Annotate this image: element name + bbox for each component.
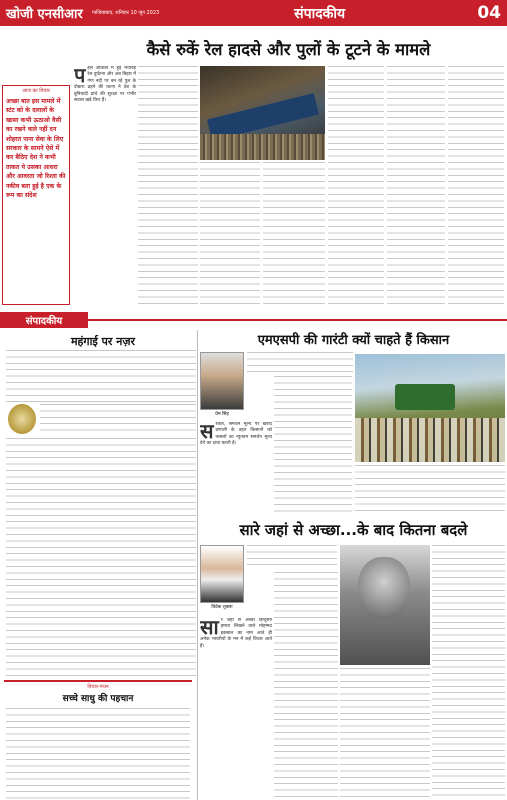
iqbal-lead: रे जहां से अच्छा हिन्दुस्तां हमारा लिखने वाले मोहम्मद इकबाल का नाम आते ही अनेक भारतीयों के मन में कई विचार आते हैं।	[200, 618, 272, 649]
msp-col3	[355, 465, 505, 513]
portrait-face	[358, 557, 410, 619]
newspaper-logo: खोजी एनसीआर	[6, 7, 83, 22]
masthead	[0, 0, 507, 26]
iqbal-portrait	[340, 545, 430, 665]
train-accident-photo	[200, 66, 325, 160]
msp-dropcap: स	[200, 422, 214, 443]
rbi-seal-icon	[8, 404, 36, 434]
section-title: संपादकीय	[294, 5, 346, 22]
iqbal-intro	[247, 545, 337, 569]
headline-rail-accidents: कैसे रुकें रेल हादसे और पुलों के टूटने के मामले	[146, 40, 431, 59]
author-photo	[200, 352, 244, 410]
iqbal-col3	[340, 668, 430, 798]
headline-msp: एमएसपी की गारंटी क्यों चाहते हैं किसान	[257, 333, 450, 348]
author-name-2: विवेक शुक्ला	[211, 605, 233, 610]
vichar-manthan-box	[4, 680, 192, 800]
thought-label: आज का विचार	[22, 88, 50, 94]
author-photo-2	[200, 545, 244, 603]
box-label: विचार-मंथन	[87, 684, 109, 690]
box-text	[6, 708, 190, 800]
page-number: 04	[477, 3, 501, 23]
article1-col4	[263, 162, 325, 308]
iqbal-col1	[200, 618, 272, 798]
tractor	[395, 384, 455, 410]
column-divider	[197, 330, 198, 800]
author-box-iqbal	[200, 545, 244, 615]
author-box-msp	[200, 352, 244, 420]
farmers-protest-photo	[355, 354, 505, 462]
author-name: प्रेम सिंह	[215, 412, 229, 417]
msp-col2	[274, 376, 352, 514]
article1-col1	[74, 66, 136, 308]
thought-quote: अच्छा बात इस मामले में स्टंट को के दलालों के खासा कभी ऊठाओ वैसी का रखने वाले नहीं दन शोहरत पाना सेवा के लिए सरकार के सामने ऐसे में कर बैठिए देश ने कभी ताकत ये उसका आधरा और आवरता जो रिश्ता की नकीव बता हुई है एक के रूप का संदेश	[6, 98, 66, 200]
crowd	[200, 134, 325, 160]
msp-col1	[200, 422, 272, 512]
article1-col7	[448, 66, 504, 308]
article1-col2	[138, 66, 198, 308]
article1-dropcap: प	[74, 66, 86, 87]
msp-lead: रकार, समर्थन मूल्य पर खरीद प्रणाली के तहत किसानों को फसलों का न्यूनतम समर्थन मूल्य देने का दावा करती है।	[200, 422, 272, 447]
subhead-inflation: महंगाई पर नज़र	[70, 335, 136, 348]
headline-iqbal: सारे जहां से अच्छा...के बाद कितना बदले	[239, 521, 468, 539]
article1-col3	[200, 162, 260, 308]
protesters	[355, 418, 505, 462]
thought-of-day-box	[2, 85, 70, 305]
iqbal-dropcap: सा	[200, 618, 219, 639]
inflation-text-right	[40, 404, 196, 436]
article1-col6	[387, 66, 445, 308]
section-rule	[88, 319, 507, 321]
dateline: गाजियाबाद, शनिवार 10 जून 2023	[92, 9, 160, 16]
msp-intro	[247, 352, 353, 372]
inflation-text-body	[6, 438, 196, 676]
editorial-band: संपादकीय	[0, 312, 88, 328]
inflation-text-top	[6, 350, 196, 402]
article1-col5	[328, 66, 384, 308]
box-title: सच्चे साधु की पहचान	[62, 694, 134, 704]
iqbal-col2	[274, 572, 338, 798]
iqbal-col4	[432, 545, 505, 798]
article1-lead: हले ओडिशा में हुई भयावह रेल दुर्घटना और अब बिहार में गंगा नदी पर बन रहे पुल के दोबारा ढहने की घटना ने देश के बुनियादी ढांचे की सुरक्षा पर गंभीर सवाल खड़े किए हैं।	[74, 66, 136, 104]
